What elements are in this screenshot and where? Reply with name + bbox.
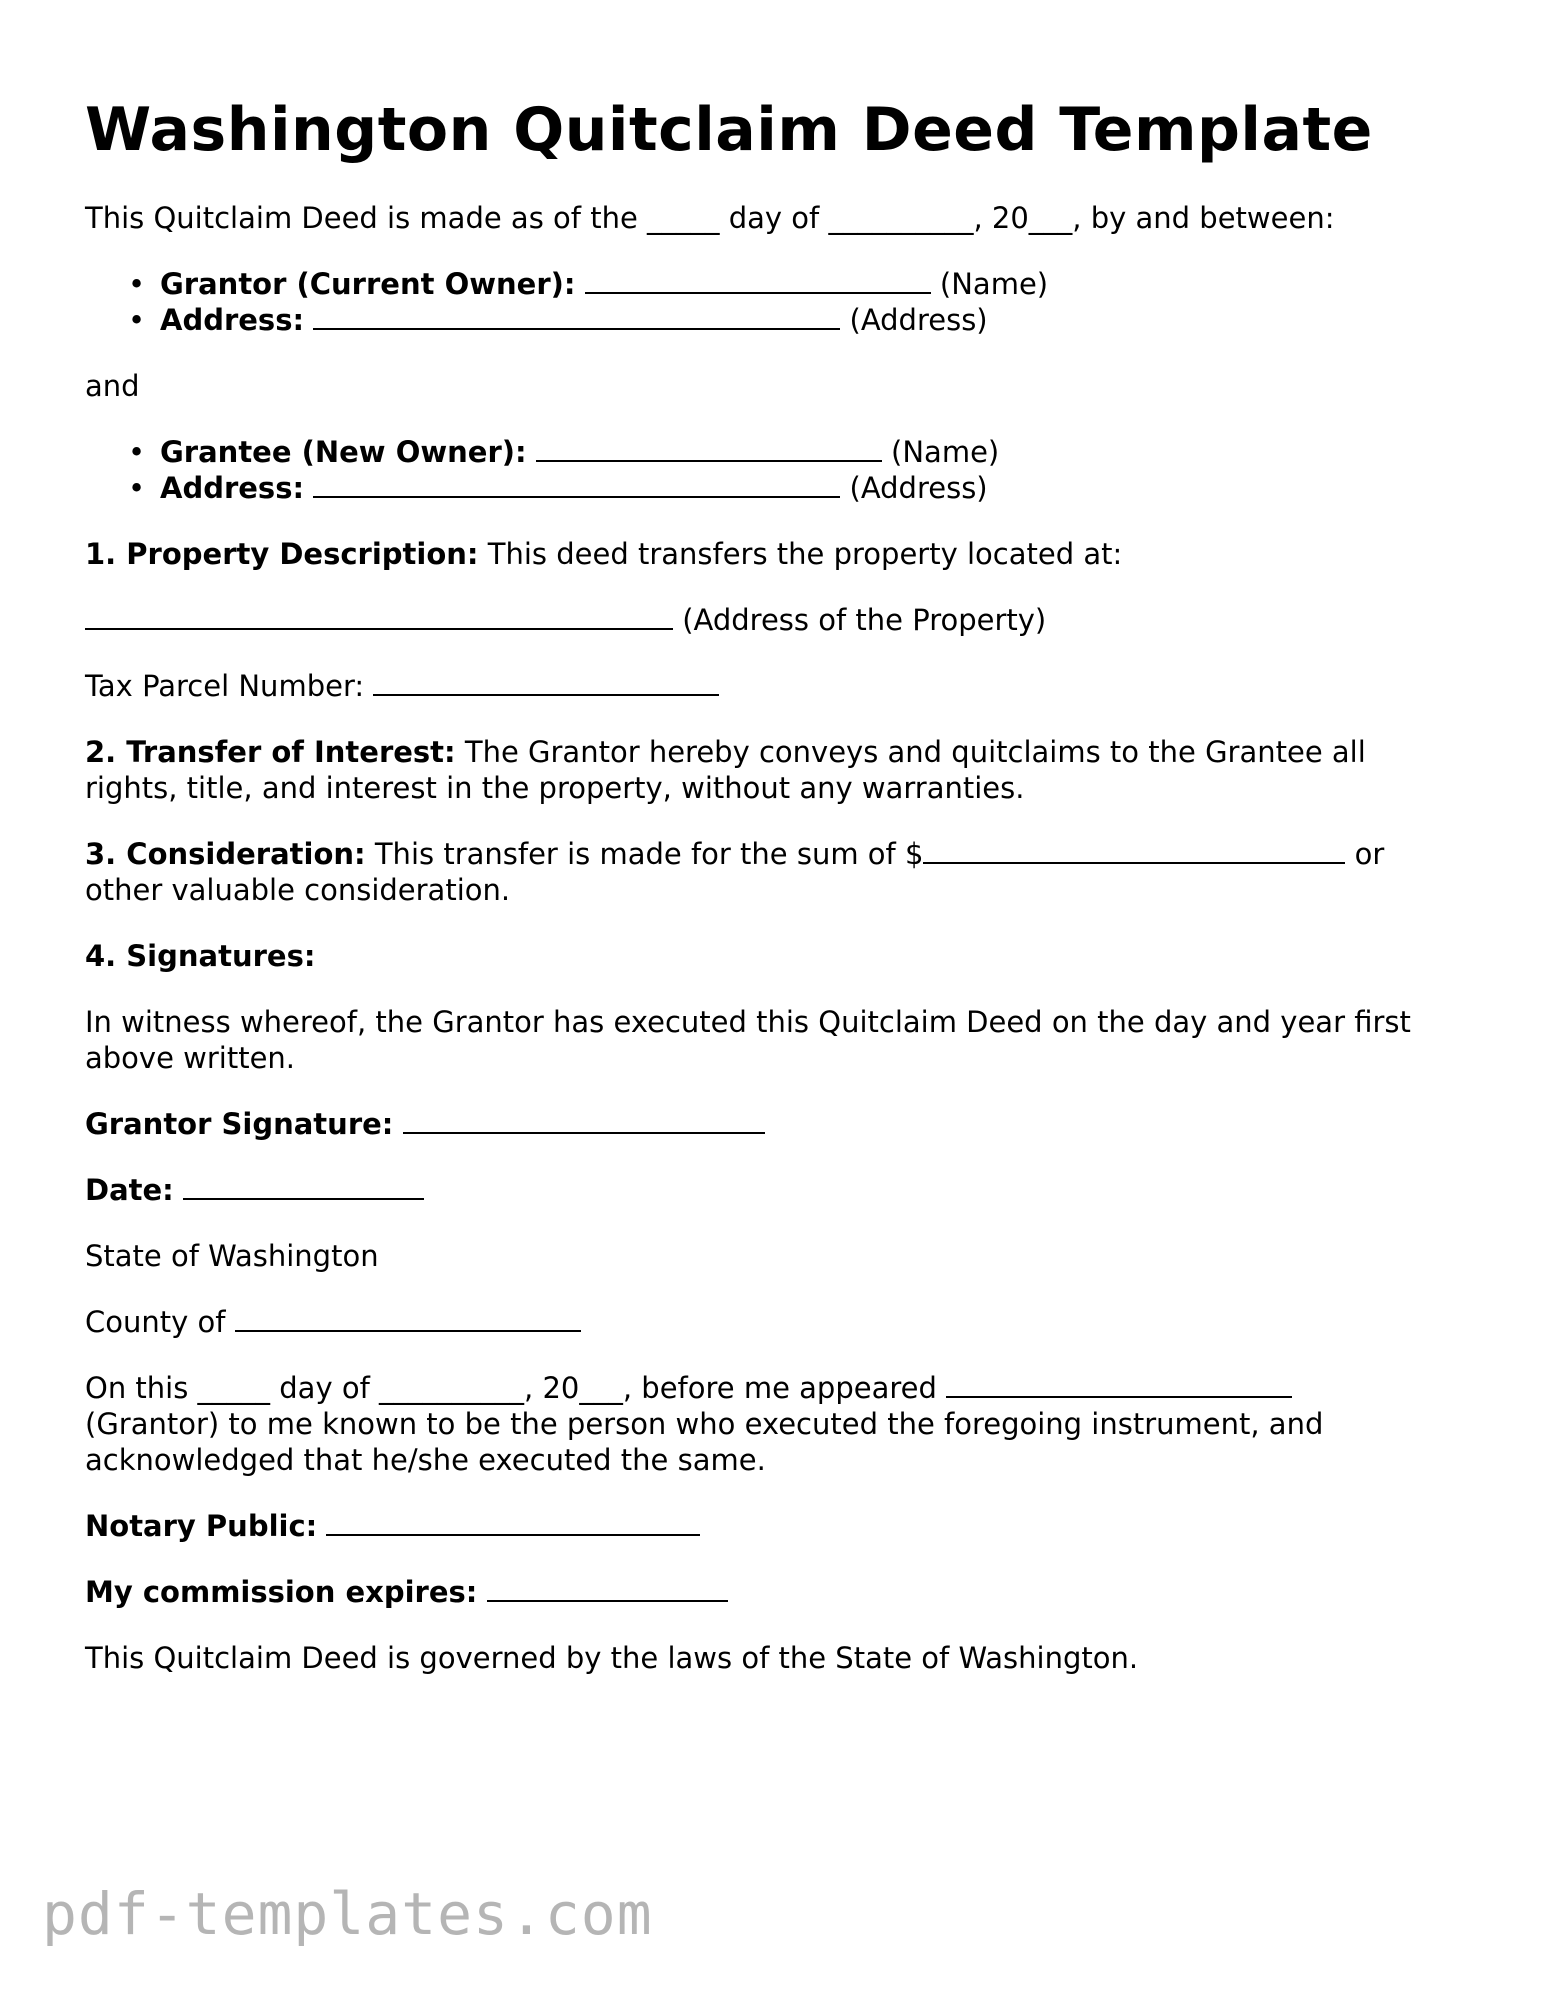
county-label: County of — [85, 1305, 226, 1339]
date-field[interactable] — [183, 1172, 424, 1200]
date-label: Date: — [85, 1173, 174, 1207]
governing-law-line: This Quitclaim Deed is governed by the laws of the State of Washington. — [85, 1641, 1139, 1675]
county-field[interactable] — [235, 1304, 581, 1332]
grantee-address-item — [85, 470, 1465, 506]
appeared-name-field[interactable] — [946, 1370, 1292, 1398]
grantor-name-suffix: (Name) — [939, 267, 1049, 301]
notary-text-2: (Grantor) to me known to be the person who executed the foregoing instrument, and acknowledged that he/she executed the same. — [85, 1407, 1324, 1477]
intro-line: This Quitclaim Deed is made as of the _____ day of __________, 20___, by and between: — [85, 201, 1335, 235]
tax-parcel-line — [85, 668, 1465, 704]
section1-text: This deed transfers the property located at: — [478, 537, 1123, 571]
section4-heading: 4. Signatures: — [85, 939, 316, 973]
grantee-name-item — [85, 434, 1465, 470]
commission-label: My commission expires: — [85, 1575, 478, 1609]
grantor-label: Grantor (Current Owner): — [160, 267, 576, 301]
property-address-field[interactable] — [85, 602, 673, 630]
tax-parcel-label: Tax Parcel Number: — [85, 669, 365, 703]
commission-line — [85, 1574, 1465, 1610]
property-address-line — [85, 602, 1465, 638]
section3-text-after: or other valuable consideration. — [85, 837, 1385, 907]
notary-public-field[interactable] — [326, 1508, 700, 1536]
section-transfer-of-interest — [85, 734, 1425, 806]
grantor-list — [85, 266, 1465, 338]
grantee-address-field[interactable] — [313, 470, 840, 498]
watermark-text: pdf-templates.com — [42, 1880, 653, 1948]
section3-heading: 3. Consideration: — [85, 837, 366, 871]
grantor-name-item — [85, 266, 1465, 302]
section1-heading: 1. Property Description: — [85, 537, 479, 571]
grantor-signature-label: Grantor Signature: — [85, 1107, 394, 1141]
grantee-address-label: Address: — [160, 471, 305, 505]
grantor-address-item — [85, 302, 1465, 338]
and-text: and — [85, 369, 140, 403]
state-line: State of Washington — [85, 1239, 379, 1273]
notary-public-label: Notary Public: — [85, 1509, 318, 1543]
property-address-suffix: (Address of the Property) — [682, 603, 1047, 637]
grantee-name-field[interactable] — [536, 434, 882, 462]
witness-paragraph: In witness whereof, the Grantor has executed this Quitclaim Deed on the day and year first above written. — [85, 1005, 1411, 1075]
section3-text-before: This transfer is made for the sum of $ — [365, 837, 924, 871]
commission-field[interactable] — [487, 1574, 728, 1602]
grantor-address-suffix: (Address) — [849, 303, 988, 337]
section-signatures — [85, 938, 1465, 974]
notary-acknowledgment — [85, 1370, 1425, 1478]
grantor-address-field[interactable] — [313, 302, 840, 330]
section-property-description — [85, 536, 1465, 572]
grantor-name-field[interactable] — [585, 266, 931, 294]
grantee-label: Grantee (New Owner): — [160, 435, 527, 469]
section2-text: The Grantor hereby conveys and quitclaims to the Grantee all rights, title, and interest in the property, without any warranties. — [85, 735, 1366, 805]
document-page — [85, 95, 1465, 1676]
notary-text-1: On this _____ day of __________, 20___, before me appeared — [85, 1371, 937, 1405]
grantor-address-label: Address: — [160, 303, 305, 337]
grantor-signature-line — [85, 1106, 1465, 1142]
section-consideration — [85, 836, 1425, 908]
grantee-address-suffix: (Address) — [849, 471, 988, 505]
county-line — [85, 1304, 1465, 1340]
section2-heading: 2. Transfer of Interest: — [85, 735, 456, 769]
grantee-name-suffix: (Name) — [891, 435, 1000, 469]
grantee-list — [85, 434, 1465, 506]
document-title: Washington Quitclaim Deed Template — [85, 95, 1373, 165]
grantor-signature-field[interactable] — [403, 1106, 765, 1134]
date-line — [85, 1172, 1465, 1208]
notary-public-line — [85, 1508, 1465, 1544]
consideration-amount-field[interactable] — [923, 836, 1345, 864]
tax-parcel-field[interactable] — [373, 668, 719, 696]
